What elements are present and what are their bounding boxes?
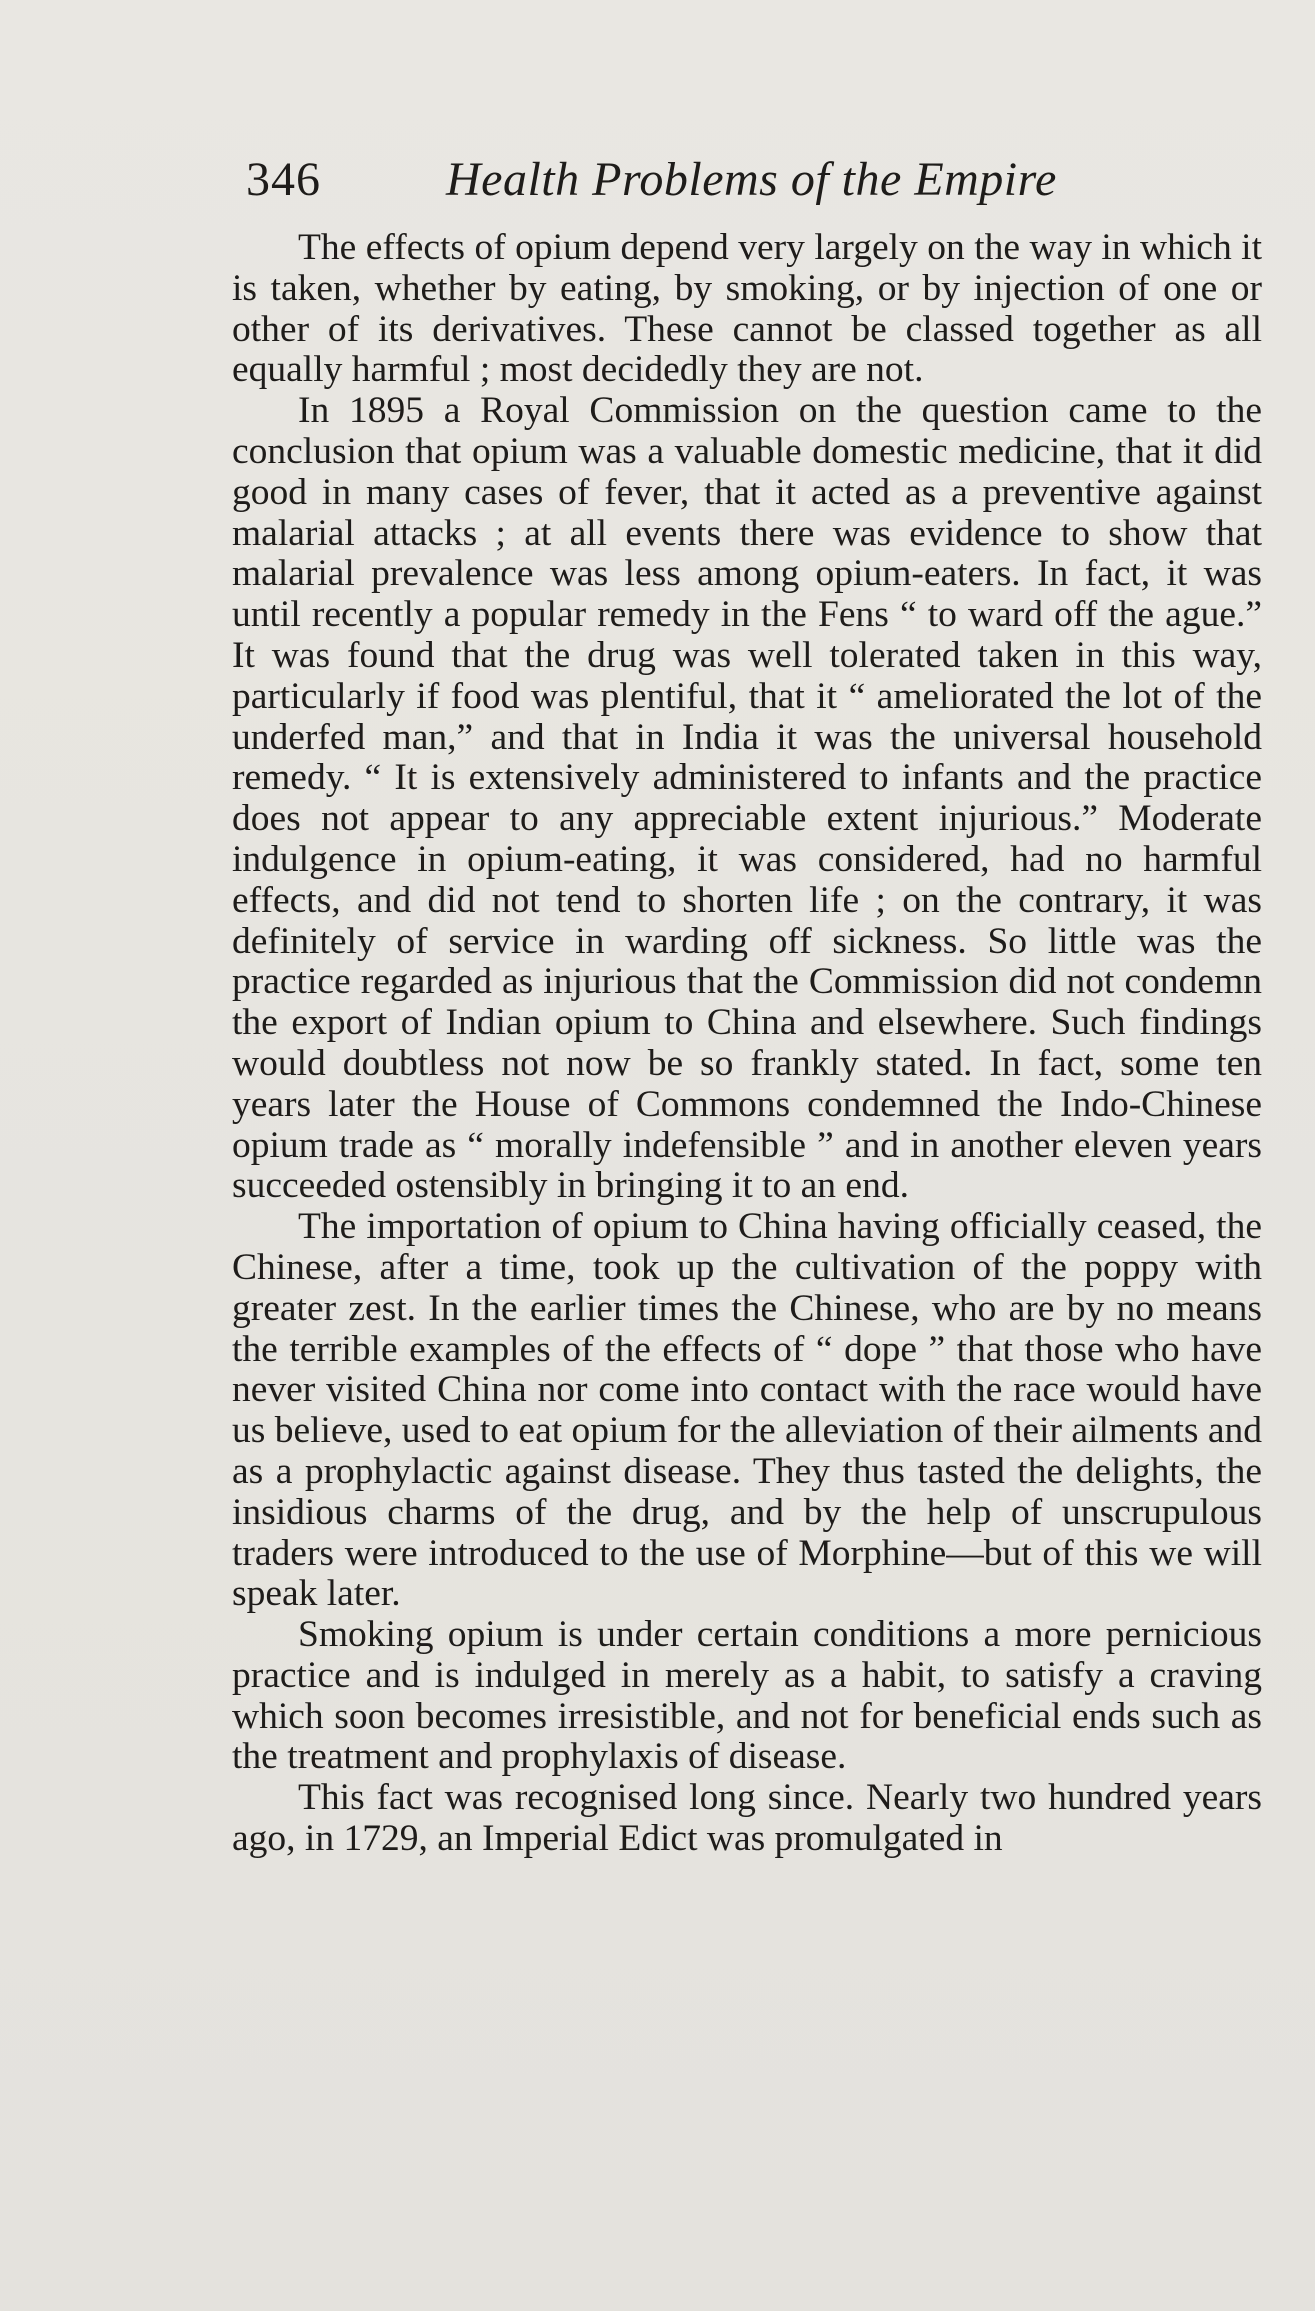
paragraph-smoking-opium: Smoking opium is under certain conditions a more pernicious practice and is indulged in merely as a habit, to satisfy a craving which soon becomes irresistible, and not for beneficial ends such as the treatment and prophylaxis of disease. — [232, 1614, 1262, 1778]
body-text — [232, 228, 1262, 1860]
page-number: 346 — [246, 153, 321, 206]
running-head — [246, 148, 1266, 218]
paragraph-royal-commission: In 1895 a Royal Commission on the question came to the conclusion that opium was a valuable domestic medicine, that it did good in many cases of fever, that it acted as a preventive against malarial attacks ; at all events there was evidence to show that malarial prevalence was less among opium-eaters. In fact, it was until recently a popular remedy in the Fens “ to ward off the ague.” It was found that the drug was well tolerated taken in this way, particularly if food was plentiful, that it “ ameliorated the lot of the underfed man,” and that in India it was the universal household remedy. “ It is extensively administered to infants and the practice does not appear to any appreciable extent injurious.” Moderate indulgence in opium-eating, it was considered, had no harmful effects, and did not tend to shorten life ; on the contrary, it was definitely of service in warding off sickness. So little was the practice regarded as injurious that the Commission did not condemn the export of Indian opium to China and elsewhere. Such findings would doubtless not now be so frankly stated. In fact, some ten years later the House of Commons condemned the Indo-Chinese opium trade as “ morally indefensible ” and in another eleven years succeeded ostensibly in bringing it to an end. — [232, 390, 1262, 1207]
paragraph-imperial-edict: This fact was recognised long since. Nearly two hundred years ago, in 1729, an Imperial Edict was promulgated in — [232, 1777, 1262, 1860]
running-title: Health Problems of the Empire — [446, 153, 1057, 206]
paragraph-china-importation: The importation of opium to China having officially ceased, the Chinese, after a time, took up the cultivation of the poppy with greater zest. In the earlier times the Chinese, who are by no means the terrible examples of the effects of “ dope ” that those who have never visited China nor come into contact with the race would have us believe, used to eat opium for the alleviation of their ailments and as a prophylactic against disease. They thus tasted the delights, the insidious charms of the drug, and by the help of unscrupulous traders were introduced to the use of Morphine—but of this we will speak later. — [232, 1206, 1262, 1615]
paragraph-opium-effects: The effects of opium depend very largely on the way in which it is taken, whether by eating, by smoking, or by injection of one or other of its derivatives. These cannot be classed together as all equally harmful ; most decidedly they are not. — [232, 227, 1262, 391]
